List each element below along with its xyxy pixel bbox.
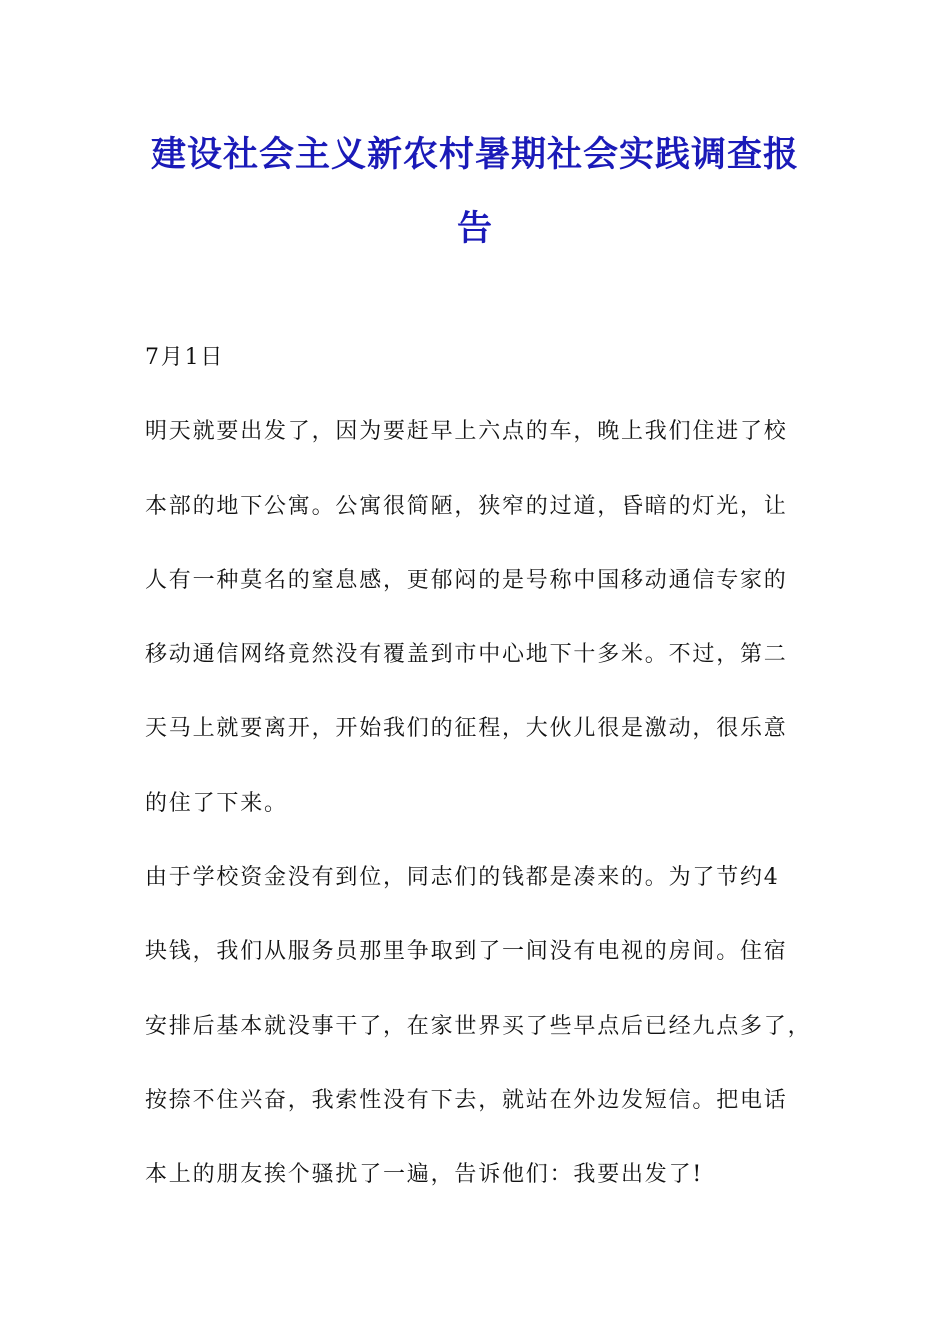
paragraph-2-line: 安排后基本就没事干了，在家世界买了些早点后已经九点多了， xyxy=(145,1013,812,1039)
document-title xyxy=(145,118,805,267)
paragraph-2-line: 块钱，我们从服务员那里争取到了一间没有电视的房间。住宿 xyxy=(145,939,788,965)
date-line: 7月1日 xyxy=(145,345,225,370)
paragraph-2-line: 按捺不住兴奋，我索性没有下去，就站在外边发短信。把电话 xyxy=(145,1087,788,1113)
document-body xyxy=(145,321,817,1213)
paragraph-1-line: 天马上就要离开，开始我们的征程，大伙儿很是激动，很乐意 xyxy=(145,716,788,742)
title-line-2: 告 xyxy=(456,209,493,250)
paragraph-1-line: 人有一种莫名的窒息感，更郁闷的是号称中国移动通信专家的 xyxy=(145,567,788,593)
paragraph-2-line: 由于学校资金没有到位，同志们的钱都是凑来的。为了节约4 xyxy=(145,865,780,891)
paragraph-1-line: 移动通信网络竟然没有覆盖到市中心地下十多米。不过，第二 xyxy=(145,642,788,668)
title-line-1: 建设社会主义新农村暑期社会实践调查报 xyxy=(150,135,799,175)
paragraph-2 xyxy=(145,841,817,1212)
paragraph-1-line: 本部的地下公寓。公寓很简陋，狭窄的过道，昏暗的灯光，让 xyxy=(145,493,788,519)
paragraph-2-line: 本上的朋友挨个骚扰了一遍，告诉他们：我要出发了! xyxy=(145,1162,704,1188)
paragraph-1 xyxy=(145,395,817,841)
paragraph-1-line: 的住了下来。 xyxy=(145,790,288,816)
paragraph-1-line: 明天就要出发了，因为要赶早上六点的车，晚上我们住进了校 xyxy=(145,419,788,445)
